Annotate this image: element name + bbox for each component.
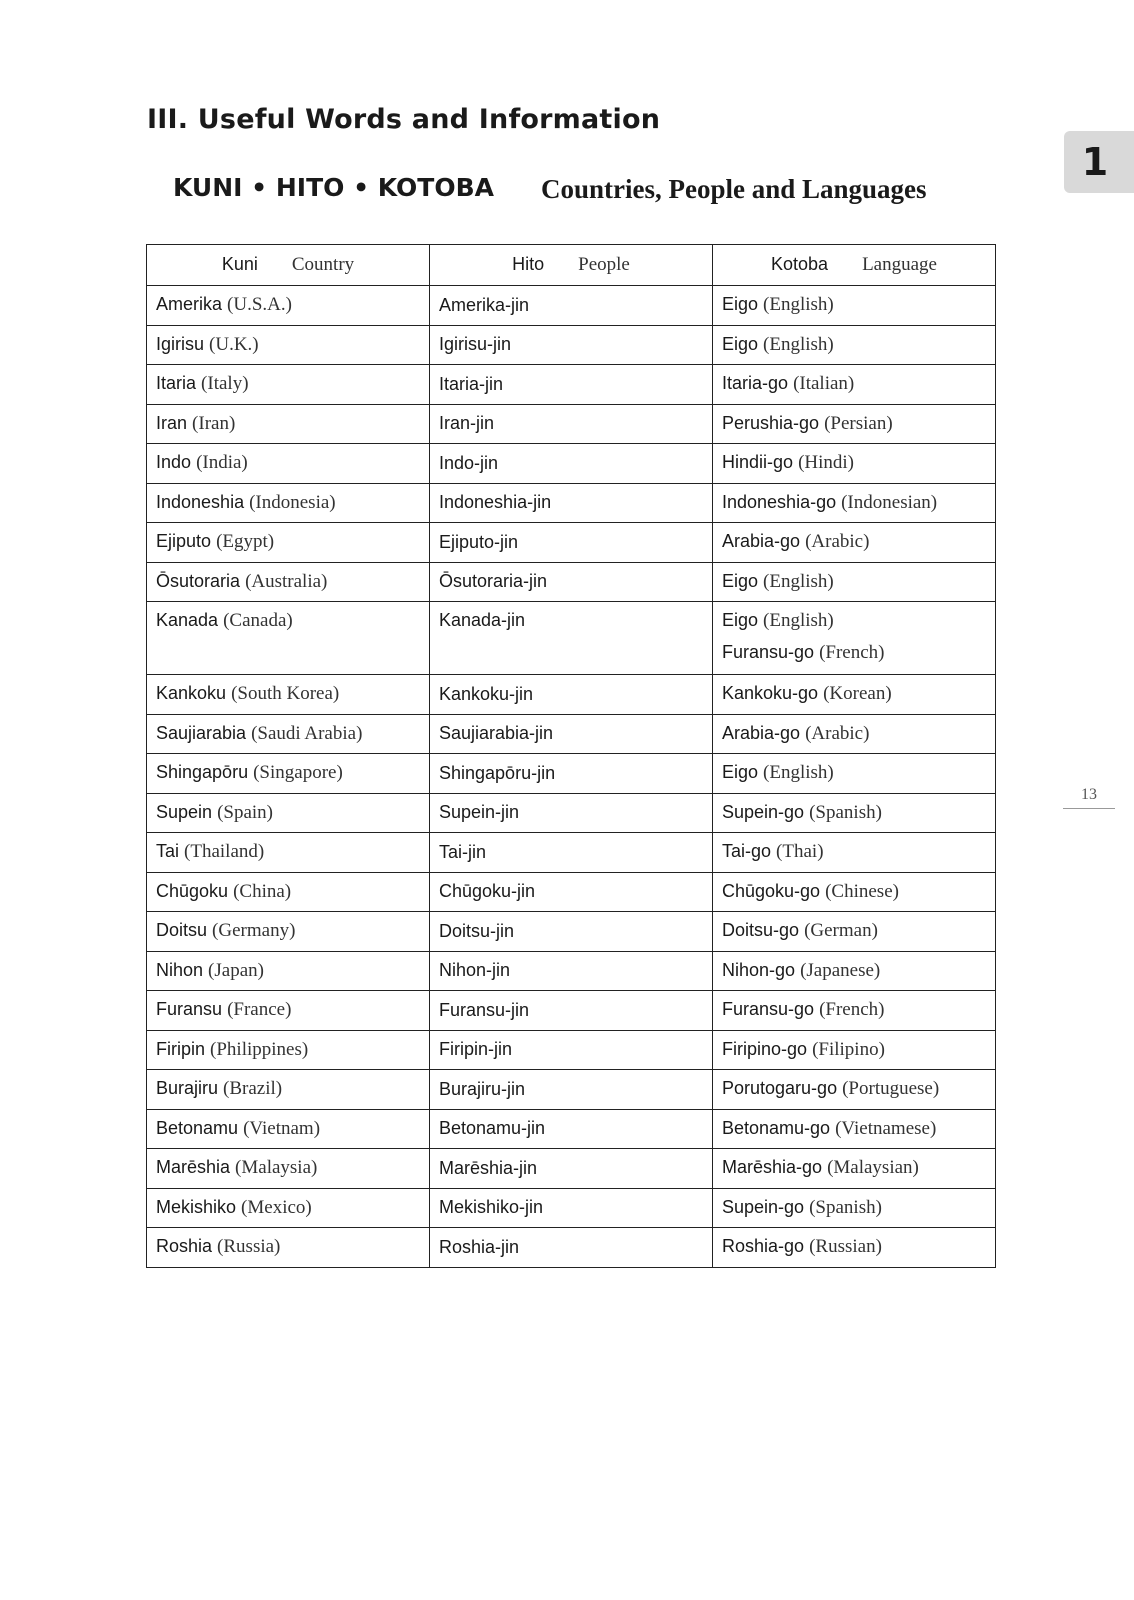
language-romaji: Supein-go (722, 801, 805, 822)
header-language (713, 245, 996, 286)
people-romaji: Ōsutoraria-jin (439, 571, 548, 592)
header-english: Language (862, 254, 937, 275)
country-romaji: Itaria (156, 373, 197, 394)
language-line (722, 1039, 986, 1061)
country-romaji: Mekishiko (156, 1196, 237, 1217)
people-cell (430, 365, 713, 405)
language-cell (713, 562, 996, 602)
country-romaji: Doitsu (156, 920, 208, 941)
country-cell (147, 523, 430, 563)
table-row (147, 483, 996, 523)
language-romaji: Tai-go (722, 841, 772, 862)
country-romaji: Supein (156, 801, 213, 822)
country-cell (147, 912, 430, 952)
page-number: 13 (1063, 786, 1115, 809)
country-cell (147, 714, 430, 754)
country-cell (147, 1109, 430, 1149)
language-english: (Italian) (793, 373, 855, 395)
table-row (147, 912, 996, 952)
table-row (147, 365, 996, 405)
people-romaji: Burajiru-jin (439, 1078, 526, 1099)
country-cell (147, 365, 430, 405)
header-english: Country (291, 254, 355, 275)
language-line (722, 294, 986, 316)
table-row (147, 1149, 996, 1189)
language-romaji: Perushia-go (722, 412, 820, 433)
language-english: (Chinese) (825, 880, 899, 902)
country-english: (U.K.) (209, 333, 259, 355)
country-romaji: Chūgoku (156, 880, 229, 901)
country-romaji: Shingapōru (156, 762, 249, 783)
table-row (147, 1109, 996, 1149)
people-romaji: Marēshia-jin (439, 1157, 538, 1178)
people-cell (430, 912, 713, 952)
table-row (147, 523, 996, 563)
people-cell (430, 602, 713, 675)
country-cell (147, 483, 430, 523)
language-cell (713, 872, 996, 912)
table-row (147, 991, 996, 1031)
people-cell (430, 872, 713, 912)
country-cell (147, 1188, 430, 1228)
header-romaji: Hito (512, 254, 545, 274)
country-english: (Brazil) (223, 1078, 283, 1100)
people-romaji: Furansu-jin (439, 999, 530, 1020)
language-romaji: Nihon-go (722, 959, 796, 980)
people-cell (430, 286, 713, 326)
language-english: (German) (804, 920, 878, 942)
language-romaji: Arabia-go (722, 531, 801, 552)
language-cell (713, 951, 996, 991)
country-english: (Indonesia) (249, 491, 336, 513)
people-cell (430, 675, 713, 715)
language-line (722, 999, 986, 1021)
people-romaji: Iran-jin (439, 413, 495, 434)
country-romaji: Iran (156, 412, 188, 433)
language-line (722, 960, 986, 982)
language-romaji: Furansu-go (722, 999, 815, 1020)
country-cell (147, 444, 430, 484)
people-romaji: Betonamu-jin (439, 1118, 546, 1139)
language-cell (713, 714, 996, 754)
language-english: (English) (763, 294, 834, 316)
country-cell (147, 1228, 430, 1268)
language-english: (English) (763, 333, 834, 355)
country-romaji: Amerika (156, 294, 223, 315)
language-line (722, 492, 986, 514)
country-romaji: Saujiarabia (156, 722, 247, 743)
language-romaji: Arabia-go (722, 722, 801, 743)
country-cell (147, 833, 430, 873)
language-english: (Vietnamese) (835, 1117, 937, 1139)
language-line (722, 571, 986, 593)
chapter-tab: 1 (1064, 131, 1134, 193)
people-cell (430, 1228, 713, 1268)
language-romaji: Firipino-go (722, 1038, 808, 1059)
language-romaji: Hindii-go (722, 452, 794, 473)
people-romaji: Itaria-jin (439, 373, 504, 394)
table-row (147, 872, 996, 912)
language-english: (Arabic) (805, 722, 870, 744)
language-english: (Spanish) (809, 1196, 882, 1218)
country-english: (Japan) (208, 959, 264, 981)
people-romaji: Roshia-jin (439, 1236, 520, 1257)
language-english: (French) (819, 999, 885, 1021)
table-row (147, 675, 996, 715)
country-romaji: Indo (156, 452, 192, 473)
people-cell (430, 754, 713, 794)
language-english: (Arabic) (805, 531, 870, 553)
country-romaji: Firipin (156, 1038, 206, 1059)
header-romaji: Kuni (221, 254, 258, 274)
country-romaji: Igirisu (156, 333, 205, 354)
language-romaji: Indoneshia-go (722, 491, 837, 512)
language-cell (713, 912, 996, 952)
language-english: (French) (819, 642, 885, 663)
country-romaji: Indoneshia (156, 491, 245, 512)
language-cell (713, 404, 996, 444)
people-cell (430, 404, 713, 444)
country-english: (China) (233, 880, 292, 902)
language-cell (713, 1030, 996, 1070)
country-cell (147, 562, 430, 602)
language-romaji: Eigo (722, 333, 759, 354)
people-cell (430, 1109, 713, 1149)
table-row (147, 951, 996, 991)
language-cell (713, 602, 996, 675)
people-cell (430, 483, 713, 523)
table-row (147, 833, 996, 873)
table-row (147, 444, 996, 484)
language-line (722, 452, 986, 474)
language-romaji: Porutogaru-go (722, 1078, 838, 1099)
language-line (722, 802, 986, 824)
language-romaji: Kankoku-go (722, 683, 819, 704)
language-cell (713, 444, 996, 484)
country-english: (Vietnam) (243, 1117, 321, 1139)
country-cell (147, 1030, 430, 1070)
language-line (722, 881, 986, 903)
people-cell (430, 1070, 713, 1110)
subtitle-romaji: KUNI • HITO • KOTOBA (173, 173, 494, 202)
language-line (722, 1236, 986, 1258)
language-romaji: Eigo (722, 294, 759, 315)
country-english: (Mexico) (241, 1196, 312, 1218)
language-line (722, 762, 986, 784)
country-english: (India) (196, 452, 248, 474)
country-cell (147, 872, 430, 912)
language-english: (Persian) (824, 412, 893, 434)
language-line (722, 413, 986, 435)
language-english: (Malaysian) (827, 1157, 919, 1179)
table-row (147, 562, 996, 602)
language-line (722, 1157, 986, 1179)
language-cell (713, 325, 996, 365)
country-cell (147, 1070, 430, 1110)
language-line (722, 1078, 986, 1100)
language-english: (English) (763, 570, 834, 592)
country-english: (Egypt) (216, 531, 275, 553)
people-cell (430, 1030, 713, 1070)
language-english: (English) (763, 610, 834, 631)
country-cell (147, 325, 430, 365)
country-cell (147, 286, 430, 326)
people-romaji: Firipin-jin (439, 1039, 513, 1060)
country-cell (147, 951, 430, 991)
people-romaji: Tai-jin (439, 841, 487, 862)
people-cell (430, 793, 713, 833)
language-line (722, 642, 986, 674)
country-english: (Philippines) (210, 1038, 309, 1060)
people-cell (430, 562, 713, 602)
country-english: (France) (227, 999, 292, 1021)
country-english: (Canada) (223, 610, 293, 631)
language-romaji: Furansu-go (722, 642, 815, 662)
language-romaji: Roshia-go (722, 1236, 805, 1257)
table-row (147, 714, 996, 754)
people-romaji: Igirisu-jin (439, 334, 512, 355)
language-english: (Filipino) (812, 1038, 885, 1060)
language-english: (Spanish) (809, 801, 882, 823)
table-row (147, 325, 996, 365)
country-english: (U.S.A.) (227, 294, 292, 316)
table-header-row (147, 245, 996, 286)
country-romaji: Roshia (156, 1236, 213, 1257)
people-romaji: Chūgoku-jin (439, 881, 536, 902)
language-english: (Portuguese) (842, 1078, 940, 1100)
people-romaji: Supein-jin (439, 802, 520, 823)
country-cell (147, 754, 430, 794)
country-romaji: Kankoku (156, 683, 227, 704)
language-line (722, 723, 986, 745)
country-cell (147, 1149, 430, 1189)
language-cell (713, 833, 996, 873)
country-cell (147, 991, 430, 1031)
language-line (722, 1197, 986, 1219)
table-row (147, 1228, 996, 1268)
country-english: (Russia) (217, 1236, 281, 1258)
language-romaji: Chūgoku-go (722, 880, 821, 901)
table-row (147, 1188, 996, 1228)
language-cell (713, 675, 996, 715)
country-romaji: Ōsutoraria (156, 570, 241, 591)
language-romaji: Eigo (722, 570, 759, 591)
vocabulary-table (146, 244, 996, 1268)
country-romaji: Ejiputo (156, 531, 212, 552)
country-cell (147, 404, 430, 444)
subtitle-english: Countries, People and Languages (541, 174, 927, 204)
language-line (722, 683, 986, 705)
language-romaji: Betonamu-go (722, 1117, 831, 1138)
country-cell (147, 675, 430, 715)
people-cell (430, 523, 713, 563)
language-line (722, 531, 986, 553)
country-romaji: Marēshia (156, 1157, 231, 1178)
country-english: (Iran) (192, 412, 236, 434)
language-cell (713, 991, 996, 1031)
table-row (147, 602, 996, 675)
table-row (147, 404, 996, 444)
language-cell (713, 754, 996, 794)
header-country (147, 245, 430, 286)
country-english: (Italy) (201, 373, 249, 395)
people-romaji: Indo-jin (439, 452, 499, 473)
country-english: (Australia) (245, 570, 328, 592)
language-romaji: Eigo (722, 610, 759, 630)
language-english: (Thai) (776, 841, 824, 863)
country-romaji: Nihon (156, 959, 204, 980)
country-cell (147, 793, 430, 833)
table-row (147, 793, 996, 833)
language-line (722, 334, 986, 356)
country-romaji: Burajiru (156, 1078, 219, 1099)
country-english: (Singapore) (253, 762, 343, 784)
people-romaji: Saujiarabia-jin (439, 723, 554, 744)
language-cell (713, 1070, 996, 1110)
language-romaji: Eigo (722, 762, 759, 783)
language-english: (Hindi) (798, 452, 854, 474)
language-cell (713, 1188, 996, 1228)
people-romaji: Mekishiko-jin (439, 1197, 544, 1218)
language-romaji: Supein-go (722, 1196, 805, 1217)
country-english: (South Korea) (231, 683, 340, 705)
country-romaji: Betonamu (156, 1117, 239, 1138)
country-romaji: Tai (156, 841, 180, 862)
language-english: (Russian) (809, 1236, 882, 1258)
people-romaji: Doitsu-jin (439, 920, 515, 941)
language-line (722, 1118, 986, 1140)
language-cell (713, 1109, 996, 1149)
people-romaji: Indoneshia-jin (439, 492, 552, 513)
header-people (430, 245, 713, 286)
table-row (147, 1070, 996, 1110)
language-cell (713, 793, 996, 833)
language-english: (Korean) (823, 683, 892, 705)
people-cell (430, 714, 713, 754)
country-english: (Malaysia) (235, 1157, 318, 1179)
people-cell (430, 991, 713, 1031)
people-romaji: Kankoku-jin (439, 683, 534, 704)
country-cell (147, 602, 430, 675)
people-cell (430, 325, 713, 365)
country-english: (Spain) (217, 801, 274, 823)
language-line (722, 610, 986, 642)
people-cell (430, 1188, 713, 1228)
people-cell (430, 833, 713, 873)
people-cell (430, 444, 713, 484)
header-romaji: Kotoba (771, 254, 829, 274)
language-line (722, 920, 986, 942)
language-english: (English) (763, 762, 834, 784)
language-romaji: Itaria-go (722, 373, 789, 394)
language-romaji: Doitsu-go (722, 920, 800, 941)
language-cell (713, 483, 996, 523)
people-cell (430, 1149, 713, 1189)
section-title: III. Useful Words and Information (147, 104, 661, 135)
country-english: (Germany) (212, 920, 296, 942)
language-english: (Indonesian) (841, 491, 938, 513)
country-english: (Saudi Arabia) (251, 722, 363, 744)
language-cell (713, 1228, 996, 1268)
language-cell (713, 1149, 996, 1189)
language-english: (Japanese) (800, 959, 881, 981)
people-romaji: Kanada-jin (439, 610, 526, 630)
people-romaji: Shingapōru-jin (439, 762, 556, 783)
people-romaji: Ejiputo-jin (439, 531, 519, 552)
language-romaji: Marēshia-go (722, 1157, 823, 1178)
language-line (722, 373, 986, 395)
table-row (147, 754, 996, 794)
language-line (722, 841, 986, 863)
header-english: People (578, 254, 630, 275)
table-row (147, 1030, 996, 1070)
language-cell (713, 286, 996, 326)
people-romaji: Amerika-jin (439, 294, 530, 315)
country-romaji: Furansu (156, 999, 223, 1020)
country-english: (Thailand) (184, 841, 265, 863)
language-cell (713, 523, 996, 563)
people-romaji: Nihon-jin (439, 960, 511, 981)
country-romaji: Kanada (156, 610, 219, 630)
people-cell (430, 951, 713, 991)
table-row (147, 286, 996, 326)
table-body (147, 286, 996, 1268)
language-cell (713, 365, 996, 405)
